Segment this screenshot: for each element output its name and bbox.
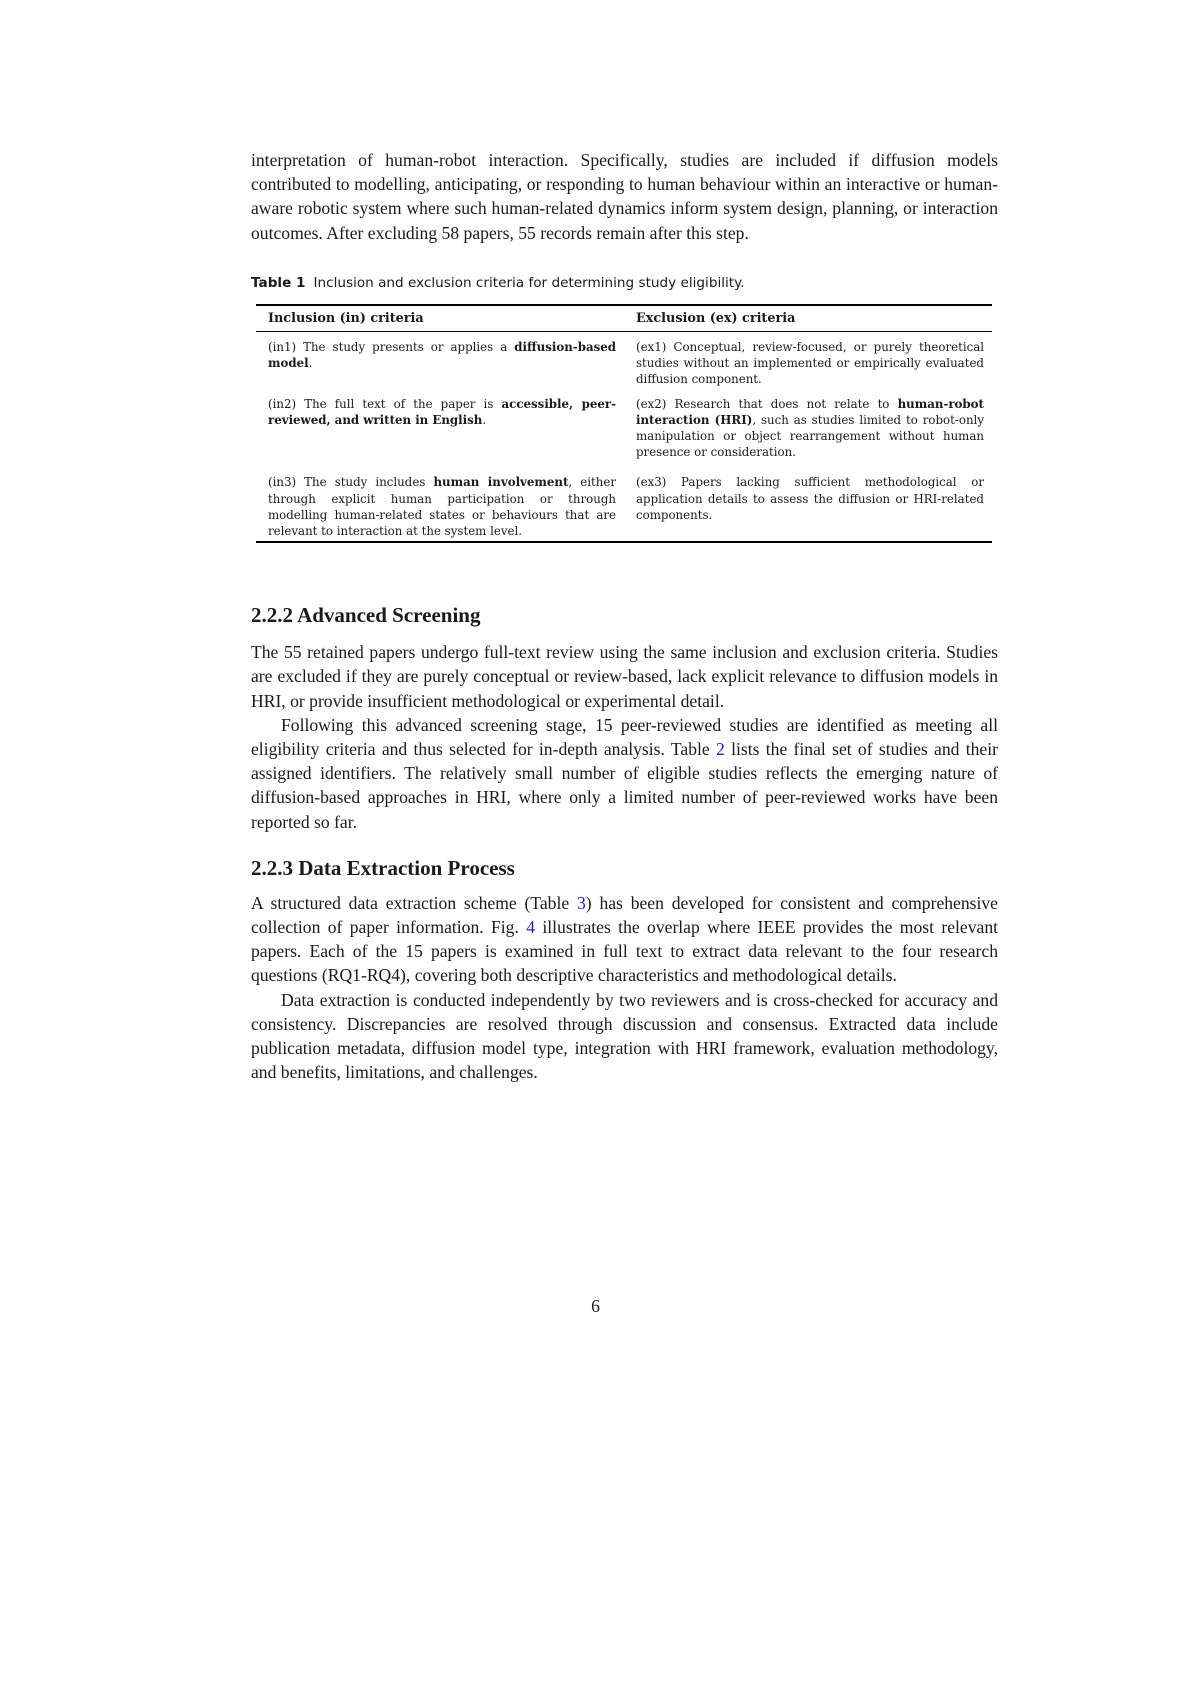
section-heading-data-extraction: 2.2.3 Data Extraction Process	[251, 855, 515, 880]
table-caption	[251, 275, 998, 291]
in1-text-end: .	[308, 356, 313, 371]
in3-text-end: , either through explicit human participation or through modelling human-related states or behaviours that are relevant to interaction at the system level.	[268, 475, 616, 539]
in3-text: (in3) The study includes	[268, 475, 434, 490]
exclusion-criterion-ex3	[624, 464, 992, 542]
data-extraction-paragraph-2: Data extraction is conducted independently by two reviewers and is cross-checked for accuracy and consistency. Discrepancies are resolved through discussion and consensus. Extracted data include publication metadata, diffusion model type, integration with HRI framework, evaluation methodology, and benefits, limitations, and challenges.	[251, 989, 998, 1083]
ex1-text: (ex1) Conceptual, review-focused, or purely theoretical studies without an implemented or empirically evaluated diffusion component.	[636, 340, 984, 387]
in3-emphasis: human involvement	[433, 475, 569, 490]
in2-emphasis: accessible, peer-reviewed, and written in English	[268, 396, 616, 427]
table-2-link[interactable]: 2	[716, 739, 725, 760]
in1-emphasis: diffusion-based model	[268, 340, 616, 371]
paragraph-text: Following this advanced screening stage, 15 peer-reviewed studies are identified as meeting all eligibility criteria and thus selected for in-depth analysis. Table	[251, 714, 998, 760]
figure-4-link[interactable]: 4	[526, 917, 536, 938]
table-row	[256, 332, 992, 392]
ex2-emphasis: human-robot interaction (HRI)	[636, 396, 984, 427]
table-3-link[interactable]: 3	[576, 892, 586, 913]
advanced-screening-paragraph-2	[251, 713, 998, 834]
paragraph-text: ) has been developed for consistent and comprehensive collection of paper information. Fig.	[251, 892, 998, 938]
table-row	[256, 392, 992, 465]
table-row	[256, 464, 992, 542]
data-extraction-paragraph-1	[251, 891, 998, 988]
in2-text: (in2) The full text of the paper is	[268, 396, 502, 411]
table-label: Table 1	[251, 274, 306, 291]
ex3-text: (ex3) Papers lacking sufficient methodological or application details to assess the diffusion or HRI-related components.	[636, 475, 984, 522]
inclusion-criterion-in3	[256, 464, 624, 542]
intro-paragraph: interpretation of human-robot interaction. Specifically, studies are included if diffusion models contributed to modelling, anticipating, or responding to human behaviour within an interactive or human-aware robotic system where such human-related dynamics inform system design, planning, or interaction outcomes. After excluding 58 papers, 55 records remain after this step.	[251, 150, 998, 243]
in1-text: (in1) The study presents or applies a	[268, 340, 515, 355]
inclusion-header: Inclusion (in) criteria	[256, 305, 624, 332]
table-header-row	[256, 305, 992, 332]
advanced-screening-paragraph-1: The 55 retained papers undergo full-text review using the same inclusion and exclusion criteria. Studies are excluded if they are purely conceptual or review-based, lack explicit relevance to diffusion models in HRI, or provide insufficient methodological or experimental detail.	[251, 642, 998, 711]
page-content	[251, 148, 998, 1085]
paragraph-text: A structured data extraction scheme (Table	[251, 892, 577, 913]
paragraph-text: lists the final set of studies and their assigned identifiers. The relatively small number of eligible studies reflects the emerging nature of diffusion-based approaches in HRI, where only a limited number of peer-reviewed works have been reported so far.	[251, 739, 998, 832]
criteria-table	[256, 304, 992, 543]
inclusion-criterion-in1	[256, 332, 624, 392]
ex2-text: (ex2) Research that does not relate to	[636, 396, 898, 411]
exclusion-criterion-ex1	[624, 332, 992, 392]
exclusion-header: Exclusion (ex) criteria	[624, 305, 992, 332]
inclusion-criterion-in2	[256, 392, 624, 465]
exclusion-criterion-ex2	[624, 392, 992, 465]
section-heading-advanced-screening: 2.2.2 Advanced Screening	[251, 603, 481, 628]
paragraph-text: illustrates the overlap where IEEE provides the most relevant papers. Each of the 15 papers is examined in full text to extract data relevant to the four research questions (RQ1-RQ4), covering both descriptive characteristics and methodological details.	[251, 917, 999, 986]
table-caption-text: Inclusion and exclusion criteria for determining study eligibility.	[313, 274, 745, 291]
in2-text-end: .	[482, 412, 487, 427]
page-number: 6	[591, 1296, 600, 1316]
ex2-text-end: , such as studies limited to robot-only manipulation or object rearrangement without human presence or consideration.	[636, 412, 984, 460]
